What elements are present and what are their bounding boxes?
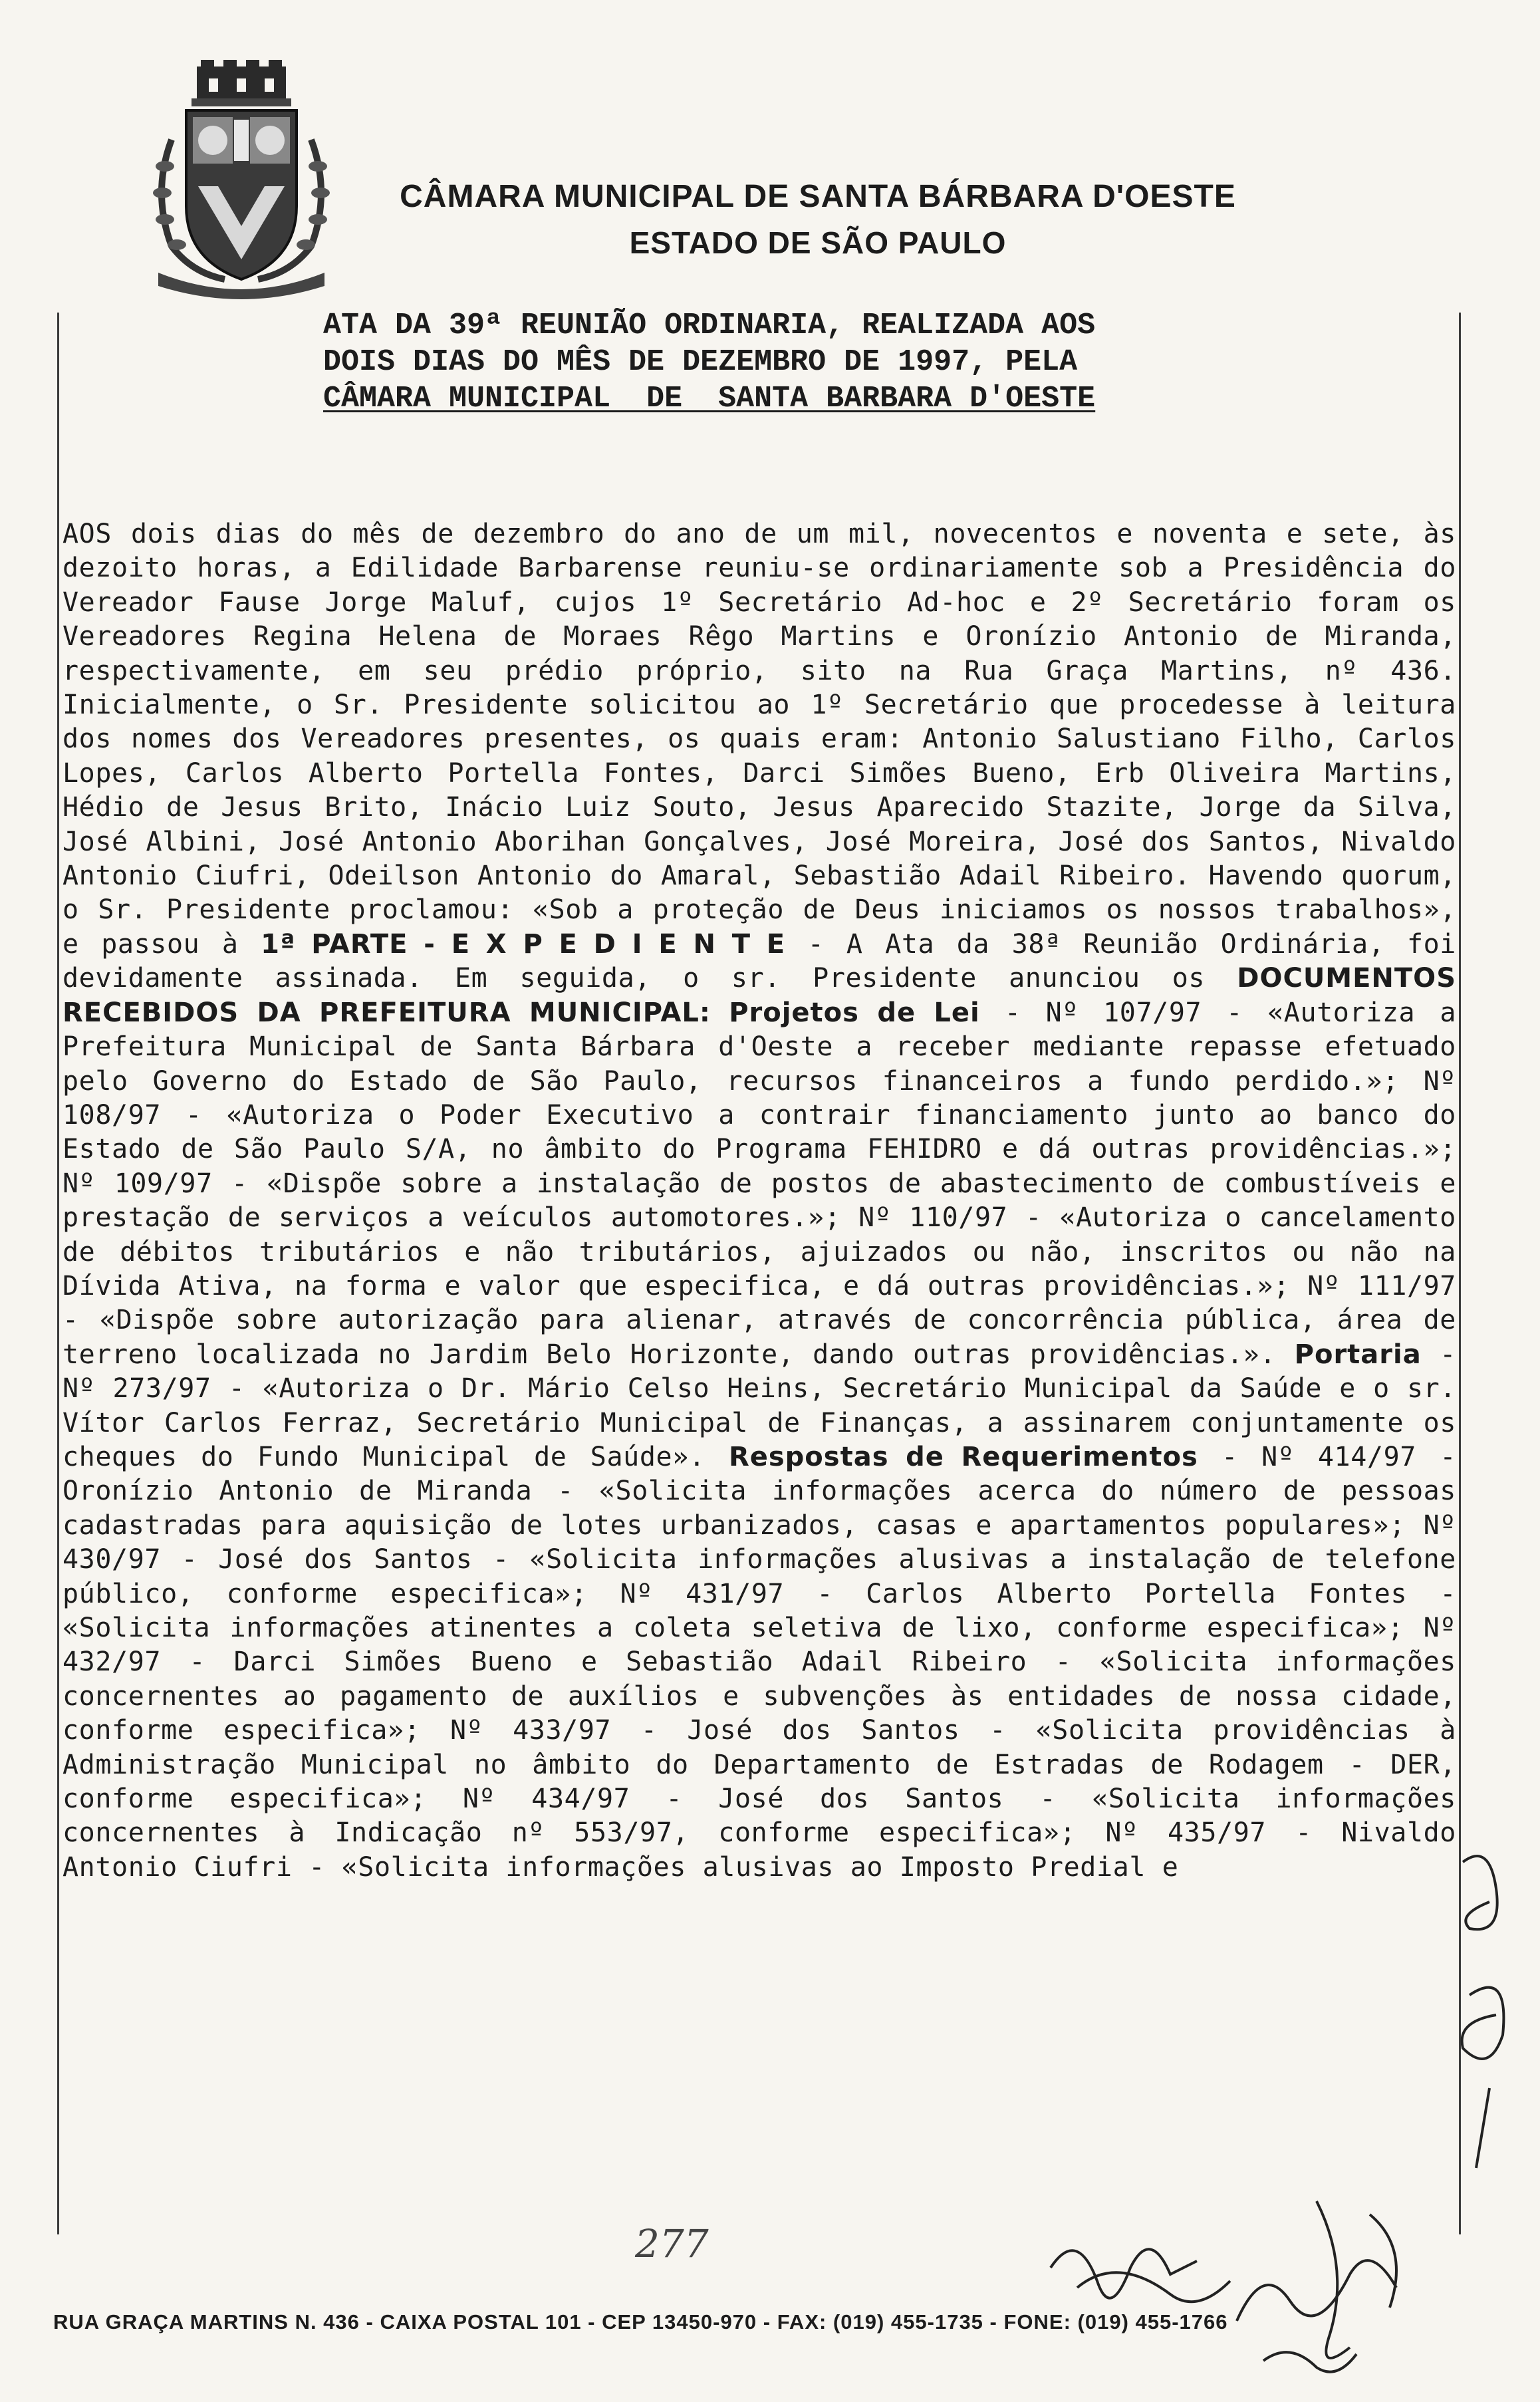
- minutes-heading-line-2: DOIS DIAS DO MÊS DE DEZEMBRO DE 1997, PELA: [323, 345, 1078, 379]
- institution-name: CÂMARA MUNICIPAL DE SANTA BÁRBARA D'OESTE: [400, 179, 1236, 214]
- body-segment-ata: - A Ata da 38ª Reunião Ordinária, foi devidamente assinada. Em seguida, o sr. Presidente anunciou os: [63, 928, 1456, 994]
- section-title-respostas: Respostas de Requerimentos: [728, 1441, 1198, 1472]
- footer-address: RUA GRAÇA MARTINS N. 436 - CAIXA POSTAL 101 - CEP 13450-970 - FAX: (019) 455-1735 - FONE: (019) 455-1766: [53, 2310, 1228, 2334]
- section-title-documentos: DOCUMENTOS RECEBIDOS DA PREFEITURA MUNICIPAL: Projetos de Lei: [63, 963, 1456, 1028]
- body-segment-projetos: - Nº 107/97 - «Autoriza a Prefeitura Municipal de Santa Bárbara d'Oeste a receber mediante repasse efetuado pelo Governo do Estado de São Paulo, recursos financeiros a fundo perdido.»; Nº 108/97 - «Autoriza o Poder Executivo a contrair financiamento junto ao banco do Estado de São Paulo S/A, no âmbito do Programa FEHIDRO e dá outras providências.»; Nº 109/97 - «Dispõe sobre a instalação de postos de abastecimento de combustíveis e prestação de serviços a veículos automotores.»; Nº 110/97 - «Autoriza o cancelamento de débitos tributários e não tributários, ajuizados ou não, inscritos ou não na Dívida Ativa, na forma e valor que especifica, e dá outras providências.»; Nº 111/97 - «Dispõe sobre autorização para alienar, através de concorrência pública, área de terreno localizada no Jardim Belo Horizonte, dando outras providências.».: [63, 997, 1456, 1370]
- body-segment-opening: AOS dois dias do mês de dezembro do ano de um mil, novecentos e noventa e sete, às dezoito horas, a Edilidade Barbarense reuniu-se ordinariamente sob a Presidência do Vereador Fause Jorge Maluf, cujos 1º Secretário Ad-hoc e 2º Secretário foram os Vereadores Regina Helena de Moraes Rêgo Martins e Oronízio Antonio de Miranda, respectivamente, em seu prédio próprio, sito na Rua Graça Martins, nº 436. Inicialmente, o Sr. Presidente solicitou ao 1º Secretário que procedesse à leitura dos nomes dos Vereadores presentes, os quais eram: Antonio Salustiano Filho, Carlos Lopes, Carlos Alberto Portella Fontes, Darci Simões Bueno, Erb Oliveira Martins, Hédio de Jesus Brito, Inácio Luiz Souto, Jesus Aparecido Stazite, Jorge da Silva, José Albini, José Antonio Aborihan Gonçalves, José Moreira, José dos Santos, Nivaldo Antonio Ciufri, Odeilson Antonio do Amaral, Sebastião Adail Ribeiro. Havendo quorum, o Sr. Presidente proclamou: «Sob a proteção de Deus iniciamos os nossos trabalhos», e passou à: [63, 519, 1456, 960]
- coat-of-arms-emblem: [145, 60, 338, 299]
- minutes-heading: [323, 307, 1214, 417]
- minutes-heading-line-3: CÂMARA MUNICIPAL DE SANTA BARBARA D'OESTE: [323, 382, 1096, 416]
- margin-initials: [1450, 1835, 1529, 2181]
- minutes-heading-line-1: ATA DA 39ª REUNIÃO ORDINARIA, REALIZADA AOS: [323, 309, 1096, 342]
- section-title-portaria: Portaria: [1294, 1339, 1422, 1370]
- body-segment-respostas: - Nº 414/97 - Oronízio Antonio de Miranda - «Solicita informações acerca do número de pessoas cadastradas para aquisição de lotes urbanizados, casas e apartamentos populares»; Nº 430/97 - José dos Santos - «Solicita informações alusivas a instalação de telefone público, conforme especifica»; Nº 431/97 - Carlos Alberto Portella Fontes - «Solicita informações atinentes a coleta seletiva de lixo, conforme especifica»; Nº 432/97 - Darci Simões Bueno e Sebastião Adail Ribeiro - «Solicita informações concernentes ao pagamento de auxílios e subvenções às entidades de nossa cidade, conforme especifica»; Nº 433/97 - José dos Santos - «Solicita providências à Administração Municipal no âmbito do Departamento de Estradas de Rodagem - DER, conforme especifica»; Nº 434/97 - José dos Santos - «Solicita informações concernentes à Indicação nº 553/97, conforme especifica»; Nº 435/97 - Nivaldo Antonio Ciufri - «Solicita informações alusivas ao Imposto Predial e: [63, 1441, 1457, 1883]
- body-segment-portaria: - Nº 273/97 - «Autoriza o Dr. Mário Celso Heins, Secretário Municipal da Saúde e o sr. Vítor Carlos Ferraz, Secretário Municipal de Finanças, a assinarem conjuntamente os cheques do Fundo Municipal de Saúde».: [63, 1339, 1456, 1472]
- handwritten-page-number: 277: [635, 2221, 709, 2266]
- section-title-expediente: 1ª PARTE - E X P E D I E N T E: [261, 928, 786, 960]
- left-margin-rule: [57, 313, 59, 2234]
- state-name: ESTADO DE SÃO PAULO: [629, 225, 1007, 260]
- signatures-bottom: [1037, 2188, 1463, 2387]
- minutes-body-text: [63, 517, 1456, 1885]
